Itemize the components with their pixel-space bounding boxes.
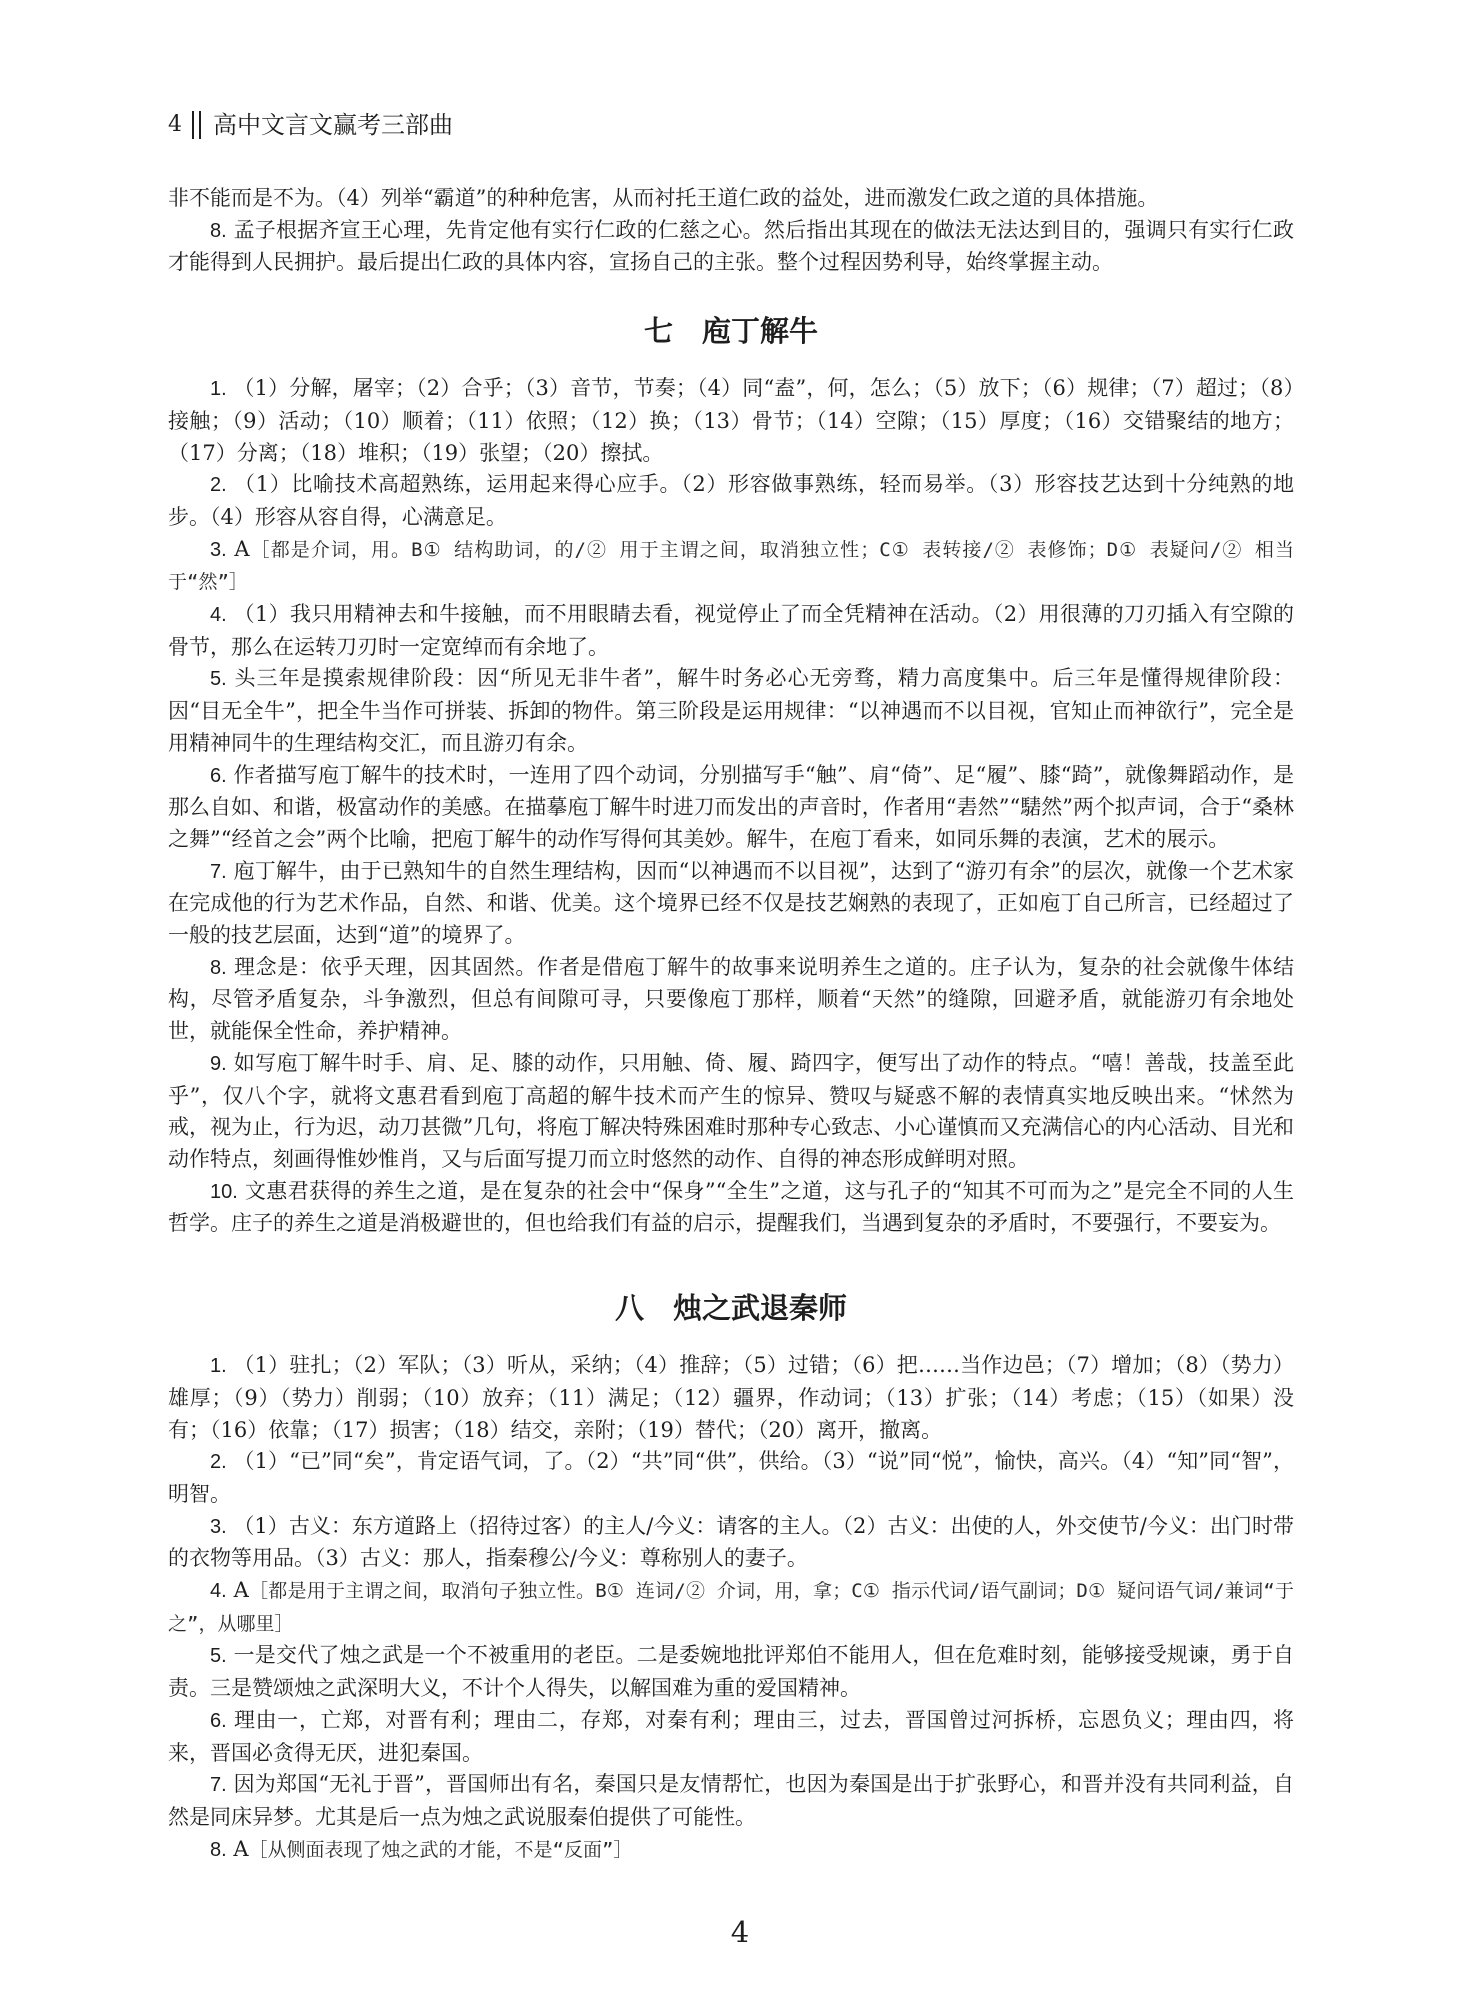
answer-item	[168, 1705, 1294, 1769]
answer-item	[168, 856, 1294, 952]
answer-text: （1）分解，屠宰；（2）合乎；（3）音节，节奏；（4）同“盍”，何，怎么；（5）放下；（6）规律；（7）超过；（8）接触；（9）活动；（10）顺着；（11）依照；（12）换；（13）骨节；（14）空隙；（15）厚度；（16）交错聚结的地方；（17）分离；（18）堆积；（19）张望；（20）擦拭。	[168, 376, 1294, 465]
answer-item	[168, 1176, 1294, 1240]
item-number: 8.	[210, 219, 227, 242]
item-number: 2.	[210, 1451, 227, 1474]
item-number: 6.	[210, 1709, 227, 1732]
answer-list	[168, 373, 1294, 1240]
answer-text: （1）比喻技术高超熟练，运用起来得心应手。（2）形容做事熟练，轻而易举。（3）形容技艺达到十分纯熟的地步。（4）形容从容自得，心满意足。	[168, 472, 1294, 529]
item-number: 2.	[210, 474, 227, 497]
item-number: 4.	[210, 1580, 227, 1603]
answer-item	[168, 1834, 1294, 1867]
section-zhuzhiwu	[168, 1288, 1294, 1866]
answer-item	[168, 1446, 1294, 1510]
answer-text: 理念是：依乎天理，因其固然。作者是借庖丁解牛的故事来说明养生之道的。庄子认为，复杂的社会就像牛体结构，尽管矛盾复杂，斗争激烈，但总有间隙可寻，只要像庖丁那样，顺着“天然”的缝隙，回避矛盾，就能游刃有余地处世，就能保全性命，养护精神。	[168, 954, 1294, 1044]
header-divider-icon	[192, 111, 201, 139]
answer-note: ［都是介词，用。B① 结构助词，的/② 用于主谓之间，取消独立性；C① 表转接/② 表修饰；D① 表疑问/② 相当于“然”］	[168, 538, 1294, 594]
item-number: 3.	[210, 1515, 227, 1538]
answer-text: 因为郑国“无礼于晋”，晋国师出有名，秦国只是友情帮忙，也因为秦国是出于扩张野心，和晋并没有共同利益，自然是同床异梦。尤其是后一点为烛之武说服秦伯提供了可能性。	[168, 1772, 1294, 1829]
item-number: 10.	[210, 1180, 238, 1203]
item-number: 7.	[210, 860, 227, 883]
answer-text: 理由一，亡郑，对晋有利；理由二，存郑，对秦有利；理由三，过去，晋国曾过河拆桥，忘恩负义；理由四，将来，晋国必贪得无厌，进犯秦国。	[168, 1707, 1294, 1765]
item-number: 5.	[210, 668, 227, 691]
answer-item	[168, 1350, 1294, 1446]
answer-note: ［都是用于主谓之间，取消句子独立性。B① 连词/② 介词，用，拿；C① 指示代词/语气副词；D① 疑问语气词/兼词“于之”，从哪里］	[168, 1580, 1294, 1635]
answer-item	[168, 1511, 1294, 1575]
answer-item	[168, 469, 1294, 533]
page-number-footer: 4	[730, 1915, 750, 1949]
answer-item	[168, 663, 1294, 759]
answer-text: （1）“已”同“矣”，肯定语气词，了。（2）“共”同“供”，供给。（3）“说”同“悦”，愉快，高兴。（4）“知”同“智”，明智。	[168, 1449, 1294, 1506]
answer-text: 文惠君获得的养生之道，是在复杂的社会中“保身”“全生”之道，这与孔子的“知其不可而为之”是完全不同的人生哲学。庄子的养生之道是消极避世的，但也给我们有益的启示，提醒我们，当遇到复杂的矛盾时，不要强行，不要妄为。	[168, 1178, 1294, 1236]
answer-text: （1）驻扎；（2）军队；（3）听从，采纳；（4）推辞；（5）过错；（6）把……当作边邑；（7）增加；（8）（势力）雄厚；（9）（势力）削弱；（10）放弃；（11）满足；（12）疆界，作动词；（13）扩张；（14）考虑；（15）（如果）没有；（16）依靠；（17）损害；（18）结交，亲附；（19）替代；（20）离开，撤离。	[168, 1353, 1294, 1442]
answer-text: 作者描写庖丁解牛的技术时，一连用了四个动词，分别描写手“触”、肩“倚”、足“履”、膝“踦”，就像舞蹈动作，是那么自如、和谐，极富动作的美感。在描摹庖丁解牛时进刀而发出的声音时，作者用“砉然”“騞然”两个拟声词，合于“桑林之舞”“经首之会”两个比喻，把庖丁解牛的动作写得何其美妙。解牛，在庖丁看来，如同乐舞的表演，艺术的展示。	[168, 762, 1294, 851]
answer-item	[168, 760, 1294, 856]
item-number: 1.	[210, 378, 227, 401]
intro-paragraph	[168, 215, 1294, 279]
answer-note: ［从侧面表现了烛之武的才能，不是“反面”］	[248, 1838, 633, 1861]
paragraph-text: 孟子根据齐宣王心理，先肯定他有实行仁政的仁慈之心。然后指出其现在的做法无法达到目的，强调只有实行仁政才能得到人民拥护。最后提出仁政的具体内容，宣扬自己的主张。整个过程因势利导，始终掌握主动。	[168, 217, 1294, 275]
answer-text: 头三年是摸索规律阶段：因“所见无非牛者”，解牛时务必心无旁骛，精力高度集中。后三年是懂得规律阶段：因“目无全牛”，把全牛当作可拼装、拆卸的物件。第三阶段是运用规律：“以神遇而不以目视，官知止而神欲行”，完全是用精神同牛的生理结构交汇，而且游刃有余。	[168, 666, 1294, 755]
answer-item	[168, 1575, 1294, 1640]
header-page-number: 4	[168, 112, 182, 137]
item-number: 3.	[210, 538, 227, 561]
item-number: 4.	[210, 604, 227, 627]
answer-item	[168, 599, 1294, 663]
answer-text: 如写庖丁解牛时手、肩、足、膝的动作，只用触、倚、履、踦四字，便写出了动作的特点。“嘻！善哉，技盖至此乎”，仅八个字，就将文惠君看到庖丁高超的解牛技术而产生的惊异、赞叹与疑惑不解的表情真实地反映出来。“怵然为戒，视为止，行为迟，动刀甚微”几句，将庖丁解决特殊困难时那种专心致志、小心谨慎而又充满信心的内心活动、目光和动作特点，刻画得惟妙惟肖，又与后面写提刀而立时悠然的动作、自得的神态形成鲜明对照。	[168, 1050, 1294, 1171]
answer-list	[168, 1350, 1294, 1866]
answer-item	[168, 534, 1294, 599]
answer-item	[168, 373, 1294, 469]
paragraph-text: 非不能而是不为。（4）列举“霸道”的种种危害，从而衬托王道仁政的益处，进而激发仁政之道的具体措施。	[168, 186, 1159, 210]
answer-text: 一是交代了烛之武是一个不被重用的老臣。二是委婉地批评郑伯不能用人，但在危难时刻，能够接受规谏，勇于自责。三是赞颂烛之武深明大义，不计个人得失，以解国难为重的爱国精神。	[168, 1643, 1294, 1701]
answer-content	[168, 183, 1294, 1866]
running-header	[168, 108, 453, 142]
answer-text: A	[233, 1578, 249, 1603]
item-number: 5.	[210, 1645, 227, 1668]
answer-text: A	[234, 536, 250, 561]
intro-paragraph	[168, 183, 1294, 215]
answer-text: （1）我只用精神去和牛接触，而不用眼睛去看，视觉停止了而全凭精神在活动。（2）用很薄的刀刃插入有空隙的骨节，那么在运转刀刃时一定宽绰而有余地了。	[168, 602, 1294, 659]
item-number: 9.	[210, 1052, 227, 1075]
answer-text: （1）古义：东方道路上（招待过客）的主人/今义：请客的主人。（2）古义：出使的人，外交使节/今义：出门时带的衣物等用品。（3）古义：那人，指秦穆公/今义：尊称别人的妻子。	[168, 1513, 1294, 1571]
section-title: 七 庖丁解牛	[643, 314, 818, 349]
section-zhuang	[168, 311, 1294, 1240]
item-number: 6.	[210, 764, 227, 787]
answer-item	[168, 1048, 1294, 1176]
item-number: 8.	[210, 1838, 227, 1861]
answer-item	[168, 1640, 1294, 1704]
item-number: 8.	[210, 956, 227, 979]
answer-text: A	[233, 1836, 249, 1861]
answer-item	[168, 952, 1294, 1048]
item-number: 1.	[210, 1355, 227, 1378]
item-number: 7.	[210, 1774, 227, 1797]
answer-text: 庖丁解牛，由于已熟知牛的自然生理结构，因而“以神遇而不以目视”，达到了“游刃有余”的层次，就像一个艺术家在完成他的行为艺术作品，自然、和谐、优美。这个境界已经不仅是技艺娴熟的表现了，正如庖丁自己所言，已经超过了一般的技艺层面，达到“道”的境界了。	[168, 858, 1294, 948]
section-title: 八 烛之武退秦师	[614, 1291, 847, 1326]
book-title: 高中文言文赢考三部曲	[213, 111, 453, 139]
answer-item	[168, 1769, 1294, 1833]
